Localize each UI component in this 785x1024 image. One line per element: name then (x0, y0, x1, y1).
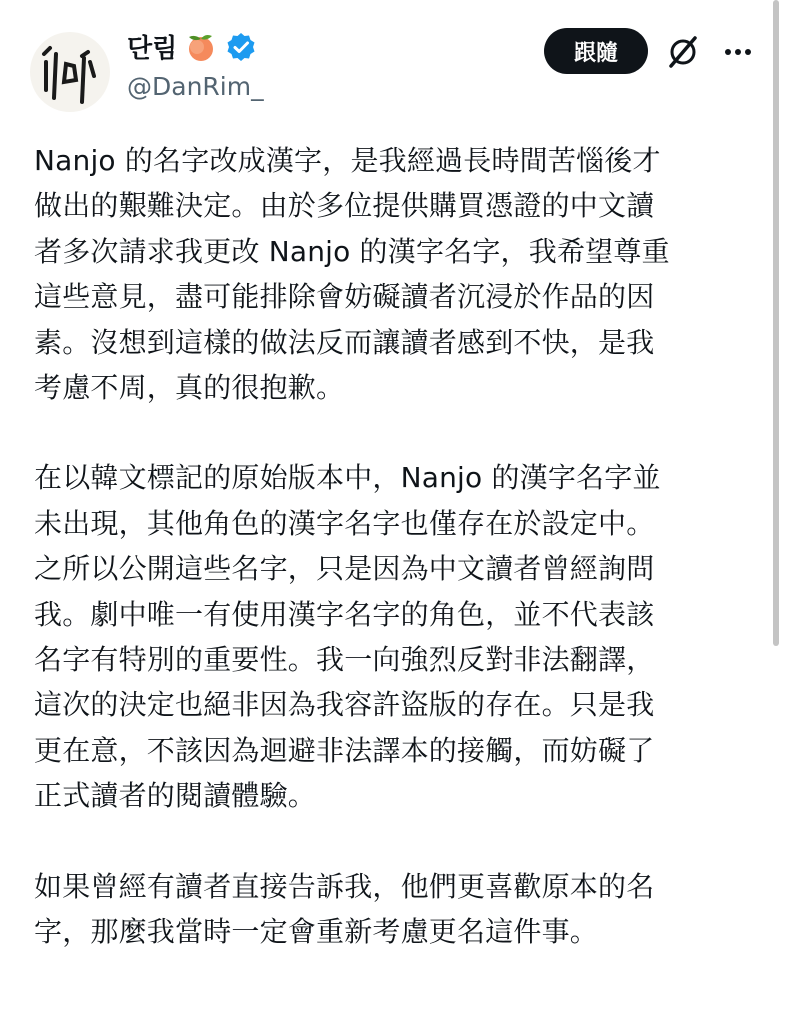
avatar[interactable] (30, 32, 110, 112)
verified-badge-icon (225, 31, 257, 63)
name-row (127, 28, 257, 65)
display-name[interactable]: 단림 (127, 34, 178, 64)
post-header (30, 24, 775, 114)
more-icon[interactable] (720, 34, 756, 70)
grok-icon[interactable] (665, 34, 701, 70)
peach-emoji-icon (185, 31, 217, 63)
avatar-calligraphy-icon (30, 32, 110, 112)
post-body (34, 138, 754, 955)
post-paragraph-1: Nanjo 的名字改成漢字，是我經過長時間苦惱後才 做出的艱難決定。由於多位提供購買憑證的中文讀 者多次請求我更改 Nanjo 的漢字名字，我希望尊重 這些意見，盡可能排除會妨礙讀者沉浸於作品的因 素。沒想到這樣的做法反而讓讀者感到不快，是我 考慮不周，真的很抱歉。 (34, 144, 670, 405)
handle[interactable]: @DanRim_ (127, 72, 264, 101)
follow-button[interactable]: 跟隨 (544, 28, 648, 74)
post-paragraph-3: 如果曾經有讀者直接告訴我，他們更喜歡原本的名 字，那麼我當時一定會重新考慮更名這件事。 (34, 869, 655, 949)
post-paragraph-2: 在以韓文標記的原始版本中，Nanjo 的漢字名字並 未出現，其他角色的漢字名字也僅存在於設定中。 之所以公開這些名字，只是因為中文讀者曾經詢問 我。劇中唯一有使用漢字名字的角色，並不代表該 名字有特別的重要性。我一向強烈反對非法翻譯， 這次的決定也絕非因為我容許盜版的存在。只是我 更在意，不該因為迴避非法譯本的接觸，而妨礙了 正式讀者的閱讀體驗。 (34, 461, 661, 813)
